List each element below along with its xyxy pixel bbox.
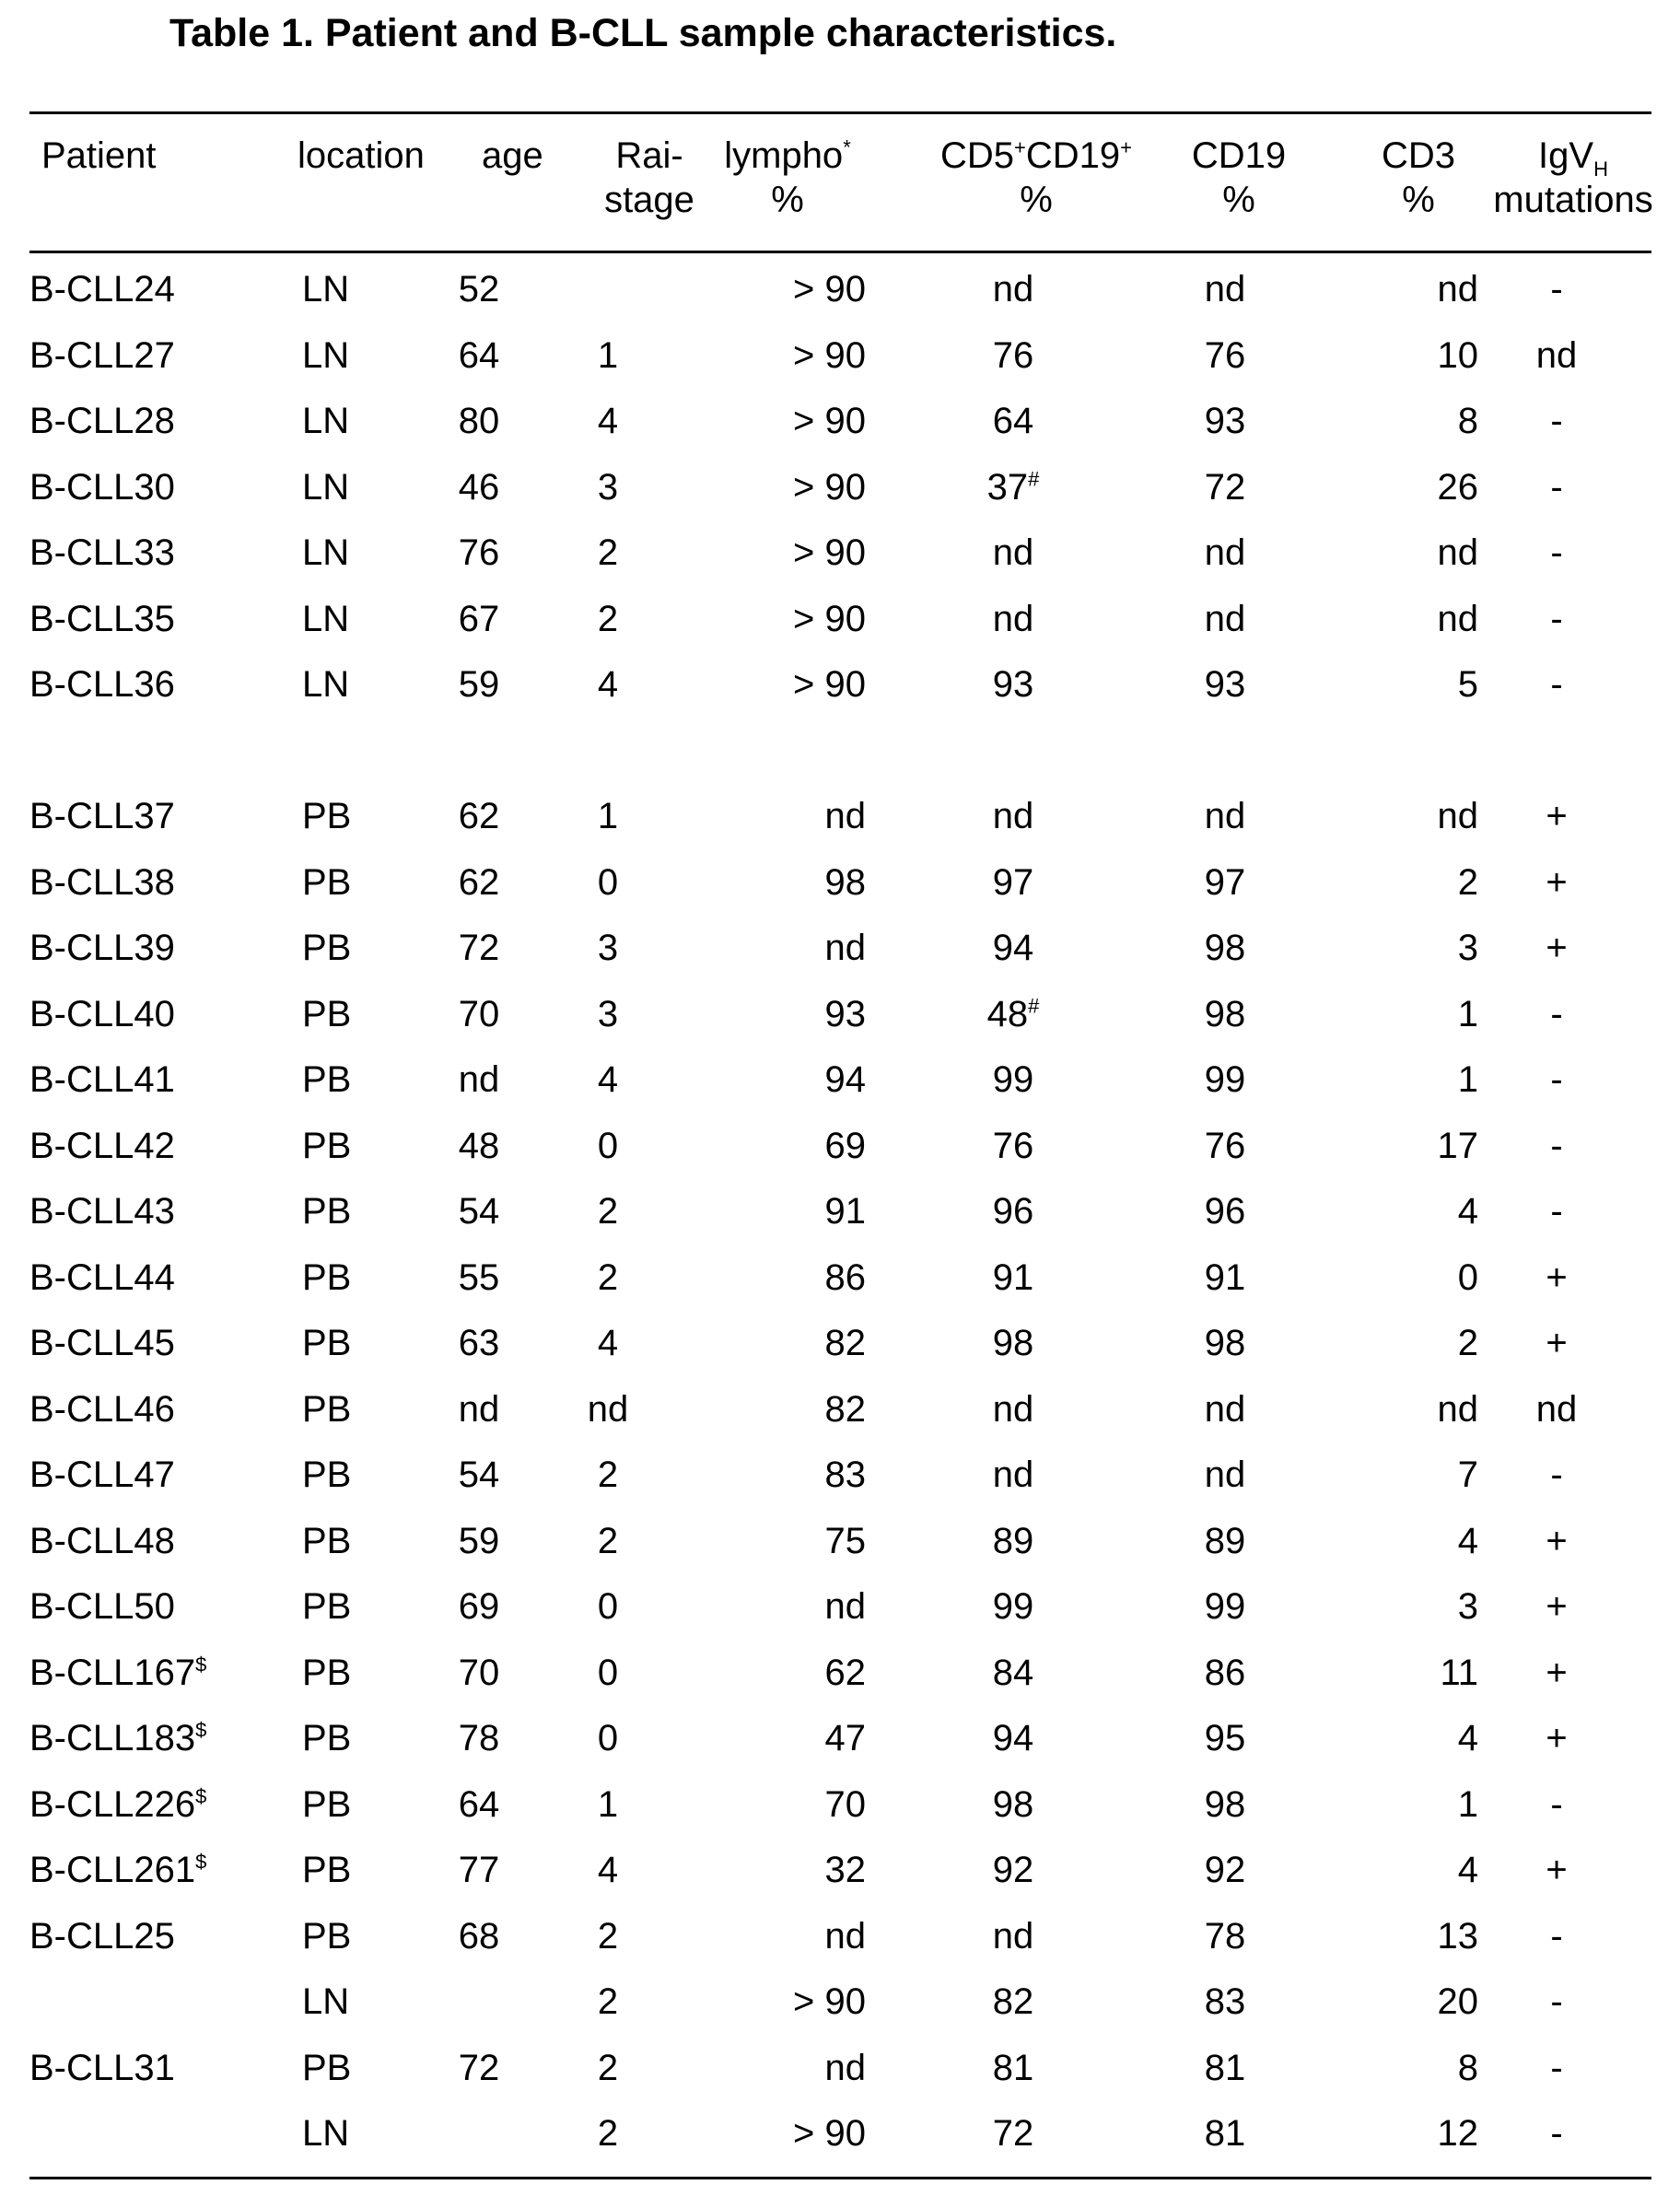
cell-cd19: 97 bbox=[1204, 861, 1246, 903]
cell-cd5: 94 bbox=[992, 1718, 1034, 1758]
cell-patient: B-CLL25 bbox=[29, 1915, 175, 1957]
cell-patient: B-CLL46 bbox=[29, 1388, 175, 1430]
cell-cd19: 92 bbox=[1204, 1850, 1246, 1890]
header-rai-stage: Rai- stage bbox=[604, 135, 694, 220]
cell-age: 67 bbox=[458, 598, 500, 639]
cd5-footnote-mark: # bbox=[1028, 467, 1040, 491]
cell-cd19: 93 bbox=[1204, 401, 1246, 441]
cell-cd5: 92 bbox=[992, 1850, 1034, 1890]
cell-lympho: nd bbox=[824, 1915, 866, 1957]
cell-cd3: 1 bbox=[1457, 1059, 1478, 1100]
cell-lympho: nd bbox=[824, 928, 866, 968]
cell-patient: B-CLL43 bbox=[29, 1191, 175, 1232]
header-rule bbox=[29, 251, 1651, 253]
cell-lympho: 83 bbox=[824, 1454, 866, 1495]
cell-patient: B-CLL226$ bbox=[29, 1783, 207, 1825]
cell-lympho: nd bbox=[824, 2047, 866, 2088]
cell-igv: - bbox=[1550, 1783, 1563, 1825]
cell-lympho: 98 bbox=[824, 861, 866, 903]
cell-igv: + bbox=[1546, 1718, 1568, 1758]
cell-cd3: nd bbox=[1437, 1388, 1478, 1430]
cell-igv: - bbox=[1550, 1915, 1563, 1957]
cell-age: nd bbox=[458, 1388, 500, 1430]
cell-lympho: 75 bbox=[824, 1520, 866, 1561]
cell-rai: nd bbox=[587, 1388, 629, 1430]
cell-cd19: 99 bbox=[1204, 1059, 1246, 1100]
cell-cd5: nd bbox=[992, 1388, 1034, 1430]
cell-cd19: nd bbox=[1204, 532, 1246, 573]
cell-lympho: 32 bbox=[824, 1850, 866, 1890]
cell-rai: 2 bbox=[597, 1191, 619, 1232]
cell-cd3: 4 bbox=[1457, 1520, 1478, 1561]
cell-cd19: 81 bbox=[1204, 2047, 1246, 2088]
cell-age: 69 bbox=[458, 1586, 500, 1627]
cell-igv: - bbox=[1550, 2113, 1563, 2154]
top-rule bbox=[29, 111, 1651, 114]
cell-cd19: 98 bbox=[1204, 928, 1246, 968]
cell-cd3: 7 bbox=[1457, 1454, 1478, 1495]
cell-igv: nd bbox=[1535, 1388, 1578, 1430]
cell-cd5: 84 bbox=[992, 1652, 1034, 1693]
cell-rai: 2 bbox=[597, 1454, 619, 1495]
cell-lympho: 93 bbox=[824, 993, 866, 1034]
cell-location: PB bbox=[302, 1850, 352, 1890]
cell-cd19: 89 bbox=[1204, 1520, 1246, 1561]
cell-patient: B-CLL36 bbox=[29, 664, 175, 705]
cell-location: PB bbox=[302, 1388, 352, 1430]
cell-cd5: 94 bbox=[992, 928, 1034, 968]
cell-patient: B-CLL41 bbox=[29, 1059, 175, 1100]
cell-patient: B-CLL183$ bbox=[29, 1718, 207, 1758]
cell-cd19: 96 bbox=[1204, 1191, 1246, 1232]
cell-igv: + bbox=[1546, 928, 1568, 968]
cell-cd5: 97 bbox=[992, 861, 1034, 903]
cell-patient: B-CLL47 bbox=[29, 1454, 175, 1495]
cell-cd3: 8 bbox=[1457, 2047, 1478, 2088]
cell-age: 80 bbox=[458, 401, 500, 441]
cell-age: 46 bbox=[458, 466, 500, 508]
cell-lympho: 82 bbox=[824, 1388, 866, 1430]
cell-cd3: nd bbox=[1437, 796, 1478, 836]
cell-cd3: 0 bbox=[1457, 1256, 1478, 1298]
cell-cd3: 3 bbox=[1457, 1586, 1478, 1627]
cell-rai: 2 bbox=[597, 532, 619, 573]
cell-rai: 2 bbox=[597, 1520, 619, 1561]
cell-cd5: 99 bbox=[992, 1059, 1034, 1100]
cell-location: LN bbox=[302, 2113, 350, 2154]
cell-cd3: nd bbox=[1437, 532, 1478, 573]
cell-age: 54 bbox=[458, 1191, 500, 1232]
cell-rai: 3 bbox=[597, 993, 619, 1034]
cell-cd19: nd bbox=[1204, 1388, 1246, 1430]
cell-lympho: > 90 bbox=[793, 269, 866, 310]
cell-cd3: 12 bbox=[1437, 2113, 1478, 2154]
cell-rai: 1 bbox=[597, 334, 619, 376]
cell-cd5: nd bbox=[992, 1454, 1034, 1495]
cell-age: 72 bbox=[458, 2047, 500, 2088]
cell-location: PB bbox=[302, 928, 352, 968]
cell-age: 68 bbox=[458, 1915, 500, 1957]
cell-rai: 4 bbox=[597, 664, 619, 705]
cell-lympho: > 90 bbox=[793, 1981, 866, 2022]
cell-patient: B-CLL24 bbox=[29, 269, 175, 310]
cell-cd3: nd bbox=[1437, 598, 1478, 639]
cell-cd3: nd bbox=[1437, 269, 1478, 310]
cell-lympho: > 90 bbox=[793, 2113, 866, 2154]
cell-cd3: 8 bbox=[1457, 401, 1478, 441]
cell-rai: 0 bbox=[597, 1125, 619, 1166]
cell-cd3: 26 bbox=[1437, 466, 1478, 508]
cell-patient: B-CLL28 bbox=[29, 401, 175, 441]
cell-location: PB bbox=[302, 1454, 352, 1495]
cell-rai: 2 bbox=[597, 2047, 619, 2088]
cell-rai: 0 bbox=[597, 861, 619, 903]
table-title: Table 1. Patient and B-CLL sample characteristics. bbox=[169, 11, 1117, 55]
cell-patient: B-CLL37 bbox=[29, 796, 175, 836]
cell-lympho: 62 bbox=[824, 1652, 866, 1693]
header-cd5-cd19: CD5+CD19+ % bbox=[939, 135, 1132, 220]
cell-cd3: 1 bbox=[1457, 993, 1478, 1034]
cell-cd5: nd bbox=[992, 1915, 1034, 1957]
cell-patient: B-CLL40 bbox=[29, 993, 175, 1034]
cell-age: 62 bbox=[458, 796, 500, 836]
cell-cd5: 98 bbox=[992, 1783, 1034, 1825]
cell-location: PB bbox=[302, 993, 352, 1034]
cell-cd3: 11 bbox=[1440, 1652, 1478, 1693]
cell-cd3: 13 bbox=[1437, 1915, 1478, 1957]
cell-rai: 2 bbox=[597, 2113, 619, 2154]
cell-lympho: 94 bbox=[824, 1059, 866, 1100]
cell-location: PB bbox=[302, 1191, 352, 1232]
cell-lympho: 69 bbox=[824, 1125, 866, 1166]
cell-location: PB bbox=[302, 1125, 352, 1166]
cell-patient: B-CLL167$ bbox=[29, 1652, 207, 1693]
cell-cd19: 93 bbox=[1204, 664, 1246, 705]
cell-cd3: 17 bbox=[1437, 1125, 1478, 1166]
cell-rai: 1 bbox=[597, 1783, 619, 1825]
cell-patient: B-CLL44 bbox=[29, 1256, 175, 1298]
cell-igv: - bbox=[1550, 1454, 1563, 1495]
cell-cd5: 93 bbox=[992, 664, 1034, 705]
cell-igv: + bbox=[1546, 1256, 1568, 1298]
cell-cd3: 4 bbox=[1457, 1718, 1478, 1758]
cell-lympho: nd bbox=[824, 796, 866, 836]
cell-patient: B-CLL33 bbox=[29, 532, 175, 573]
cell-cd3: 3 bbox=[1457, 928, 1478, 968]
cell-cd3: 2 bbox=[1457, 861, 1478, 903]
cell-age: 59 bbox=[458, 1520, 500, 1561]
cell-location: PB bbox=[302, 1256, 352, 1298]
header-age: age bbox=[482, 135, 543, 176]
cell-cd19: 91 bbox=[1204, 1256, 1246, 1298]
patient-footnote-mark: $ bbox=[195, 1653, 207, 1676]
header-patient: Patient bbox=[41, 135, 157, 176]
cell-cd5: 91 bbox=[992, 1256, 1034, 1298]
cell-location: PB bbox=[302, 2047, 352, 2088]
cell-location: PB bbox=[302, 1520, 352, 1561]
cell-age: 77 bbox=[458, 1850, 500, 1890]
cell-cd5: 89 bbox=[992, 1520, 1034, 1561]
cell-cd19: 86 bbox=[1204, 1652, 1246, 1693]
cell-rai: 2 bbox=[597, 1256, 619, 1298]
cell-lympho: 91 bbox=[824, 1191, 866, 1232]
cell-location: PB bbox=[302, 1915, 352, 1957]
cell-igv: - bbox=[1550, 993, 1563, 1034]
cell-rai: 3 bbox=[597, 466, 619, 508]
cell-cd3: 2 bbox=[1457, 1323, 1478, 1363]
cell-location: LN bbox=[302, 664, 350, 705]
cell-age: 64 bbox=[458, 334, 500, 376]
cell-igv: - bbox=[1550, 1125, 1563, 1166]
cell-lympho: > 90 bbox=[793, 664, 866, 705]
cell-cd5: 82 bbox=[992, 1981, 1034, 2022]
cell-age: 72 bbox=[458, 928, 500, 968]
cell-rai: 0 bbox=[597, 1652, 619, 1693]
cell-cd5: 98 bbox=[992, 1323, 1034, 1363]
cell-igv: - bbox=[1550, 1059, 1563, 1100]
cell-location: LN bbox=[302, 532, 350, 573]
cell-rai: 4 bbox=[597, 1850, 619, 1890]
cell-igv: - bbox=[1550, 664, 1563, 705]
cell-rai: 0 bbox=[597, 1718, 619, 1758]
cell-age: 59 bbox=[458, 664, 500, 705]
cell-cd19: 99 bbox=[1204, 1586, 1246, 1627]
cell-igv: - bbox=[1550, 401, 1563, 441]
cell-age: 48 bbox=[458, 1125, 500, 1166]
cell-location: PB bbox=[302, 1652, 352, 1693]
cell-patient: B-CLL38 bbox=[29, 861, 175, 903]
cell-age: 78 bbox=[458, 1718, 500, 1758]
cell-cd3: 20 bbox=[1437, 1981, 1478, 2022]
cell-igv: - bbox=[1550, 466, 1563, 508]
cell-cd19: 76 bbox=[1204, 1125, 1246, 1166]
cell-patient: B-CLL27 bbox=[29, 334, 175, 376]
cell-cd19: nd bbox=[1204, 1454, 1246, 1495]
cell-cd19: 98 bbox=[1204, 1783, 1246, 1825]
cell-rai: 4 bbox=[597, 1059, 619, 1100]
cell-location: LN bbox=[302, 334, 350, 376]
cell-location: LN bbox=[302, 1981, 350, 2022]
header-location: location bbox=[298, 135, 425, 176]
cell-cd19: 81 bbox=[1204, 2113, 1246, 2154]
cell-cd3: 10 bbox=[1437, 334, 1478, 376]
cell-lympho: > 90 bbox=[793, 532, 866, 573]
cell-lympho: > 90 bbox=[793, 401, 866, 441]
cell-cd19: 83 bbox=[1204, 1981, 1246, 2022]
cell-igv: + bbox=[1546, 1652, 1568, 1693]
cell-lympho: 70 bbox=[824, 1783, 866, 1825]
cell-lympho: > 90 bbox=[793, 334, 866, 376]
header-lympho: lympho* % bbox=[724, 135, 851, 220]
cell-patient: B-CLL39 bbox=[29, 928, 175, 968]
cell-cd5: 72 bbox=[992, 2113, 1034, 2154]
cell-cd5: 99 bbox=[992, 1586, 1034, 1627]
cell-igv: + bbox=[1546, 1586, 1568, 1627]
cell-cd19: 98 bbox=[1204, 993, 1246, 1034]
cd5-footnote-mark: # bbox=[1028, 994, 1040, 1018]
cell-age: 70 bbox=[458, 1652, 500, 1693]
cell-cd3: 4 bbox=[1457, 1191, 1478, 1232]
cell-igv: + bbox=[1546, 796, 1568, 836]
cell-cd19: 78 bbox=[1204, 1915, 1246, 1957]
cell-cd3: 1 bbox=[1457, 1783, 1478, 1825]
cell-location: PB bbox=[302, 861, 352, 903]
cell-age: 63 bbox=[458, 1323, 500, 1363]
cell-cd19: 95 bbox=[1204, 1718, 1246, 1758]
cell-igv: - bbox=[1550, 1191, 1563, 1232]
cell-cd5: nd bbox=[992, 796, 1034, 836]
cell-rai: 1 bbox=[597, 796, 619, 836]
cell-patient: B-CLL30 bbox=[29, 466, 175, 508]
cell-cd5: 64 bbox=[992, 401, 1034, 441]
cell-location: LN bbox=[302, 269, 350, 310]
cell-rai: 0 bbox=[597, 1586, 619, 1627]
cell-patient: B-CLL261$ bbox=[29, 1850, 207, 1890]
cell-igv: - bbox=[1550, 532, 1563, 573]
cell-igv: + bbox=[1546, 1520, 1568, 1561]
cell-location: PB bbox=[302, 1718, 352, 1758]
cell-rai: 4 bbox=[597, 401, 619, 441]
cell-lympho: > 90 bbox=[793, 598, 866, 639]
cell-location: LN bbox=[302, 466, 350, 508]
bottom-rule bbox=[29, 2177, 1651, 2179]
cell-igv: + bbox=[1546, 1850, 1568, 1890]
cell-cd5: nd bbox=[992, 598, 1034, 639]
cell-lympho: nd bbox=[824, 1586, 866, 1627]
cell-cd19: nd bbox=[1204, 598, 1246, 639]
cell-rai: 3 bbox=[597, 928, 619, 968]
cell-patient: B-CLL31 bbox=[29, 2047, 175, 2088]
cell-igv: + bbox=[1546, 861, 1568, 903]
cell-patient: B-CLL45 bbox=[29, 1323, 175, 1363]
cell-age: 76 bbox=[458, 532, 500, 573]
cell-age: 55 bbox=[458, 1256, 500, 1298]
cell-cd5: 37# bbox=[986, 466, 1040, 508]
cell-cd5: 76 bbox=[992, 1125, 1034, 1166]
cell-location: LN bbox=[302, 598, 350, 639]
cell-patient: B-CLL50 bbox=[29, 1586, 175, 1627]
cell-cd5: nd bbox=[992, 532, 1034, 573]
cell-age: 54 bbox=[458, 1454, 500, 1495]
patient-footnote-mark: $ bbox=[195, 1850, 207, 1874]
cell-rai: 2 bbox=[597, 1981, 619, 2022]
cell-cd5: 81 bbox=[992, 2047, 1034, 2088]
cell-igv: + bbox=[1546, 1323, 1568, 1363]
cell-age: 62 bbox=[458, 861, 500, 903]
cell-cd5: 48# bbox=[986, 993, 1040, 1034]
cell-igv: - bbox=[1550, 598, 1563, 639]
cell-location: PB bbox=[302, 1586, 352, 1627]
cell-rai: 4 bbox=[597, 1323, 619, 1363]
patient-footnote-mark: $ bbox=[195, 1718, 207, 1742]
cell-cd3: 5 bbox=[1457, 664, 1478, 705]
cell-lympho: 47 bbox=[824, 1718, 866, 1758]
cell-location: PB bbox=[302, 1323, 352, 1363]
cell-igv: nd bbox=[1535, 334, 1578, 376]
cell-cd3: 4 bbox=[1457, 1850, 1478, 1890]
cell-cd5: 96 bbox=[992, 1191, 1034, 1232]
cell-location: LN bbox=[302, 401, 350, 441]
cell-cd19: 76 bbox=[1204, 334, 1246, 376]
cell-cd5: 76 bbox=[992, 334, 1034, 376]
cell-patient: B-CLL35 bbox=[29, 598, 175, 639]
cell-cd19: 72 bbox=[1204, 466, 1246, 508]
patient-footnote-mark: $ bbox=[195, 1784, 207, 1808]
cell-patient: B-CLL48 bbox=[29, 1520, 175, 1561]
cell-cd19: 98 bbox=[1204, 1323, 1246, 1363]
cell-age: nd bbox=[458, 1059, 500, 1100]
cell-igv: - bbox=[1550, 2047, 1563, 2088]
cell-location: PB bbox=[302, 796, 352, 836]
cell-rai: 2 bbox=[597, 598, 619, 639]
header-igvh-mutations: IgV$_H$ mutations bbox=[1493, 135, 1653, 220]
cell-lympho: > 90 bbox=[793, 466, 866, 508]
cell-patient: B-CLL42 bbox=[29, 1125, 175, 1166]
cell-cd19: nd bbox=[1204, 269, 1246, 310]
cell-location: PB bbox=[302, 1059, 352, 1100]
cell-igv: - bbox=[1550, 269, 1563, 310]
cell-location: PB bbox=[302, 1783, 352, 1825]
cell-cd5: nd bbox=[992, 269, 1034, 310]
cell-age: 70 bbox=[458, 993, 500, 1034]
cell-rai: 2 bbox=[597, 1915, 619, 1957]
cell-age: 64 bbox=[458, 1783, 500, 1825]
header-cd19: CD19 % bbox=[1191, 135, 1287, 220]
cell-cd19: nd bbox=[1204, 796, 1246, 836]
cell-lympho: 82 bbox=[824, 1323, 866, 1363]
cell-lympho: 86 bbox=[824, 1256, 866, 1298]
cell-igv: - bbox=[1550, 1981, 1563, 2022]
cell-age: 52 bbox=[458, 269, 500, 310]
header-cd3: CD3 % bbox=[1381, 135, 1456, 220]
